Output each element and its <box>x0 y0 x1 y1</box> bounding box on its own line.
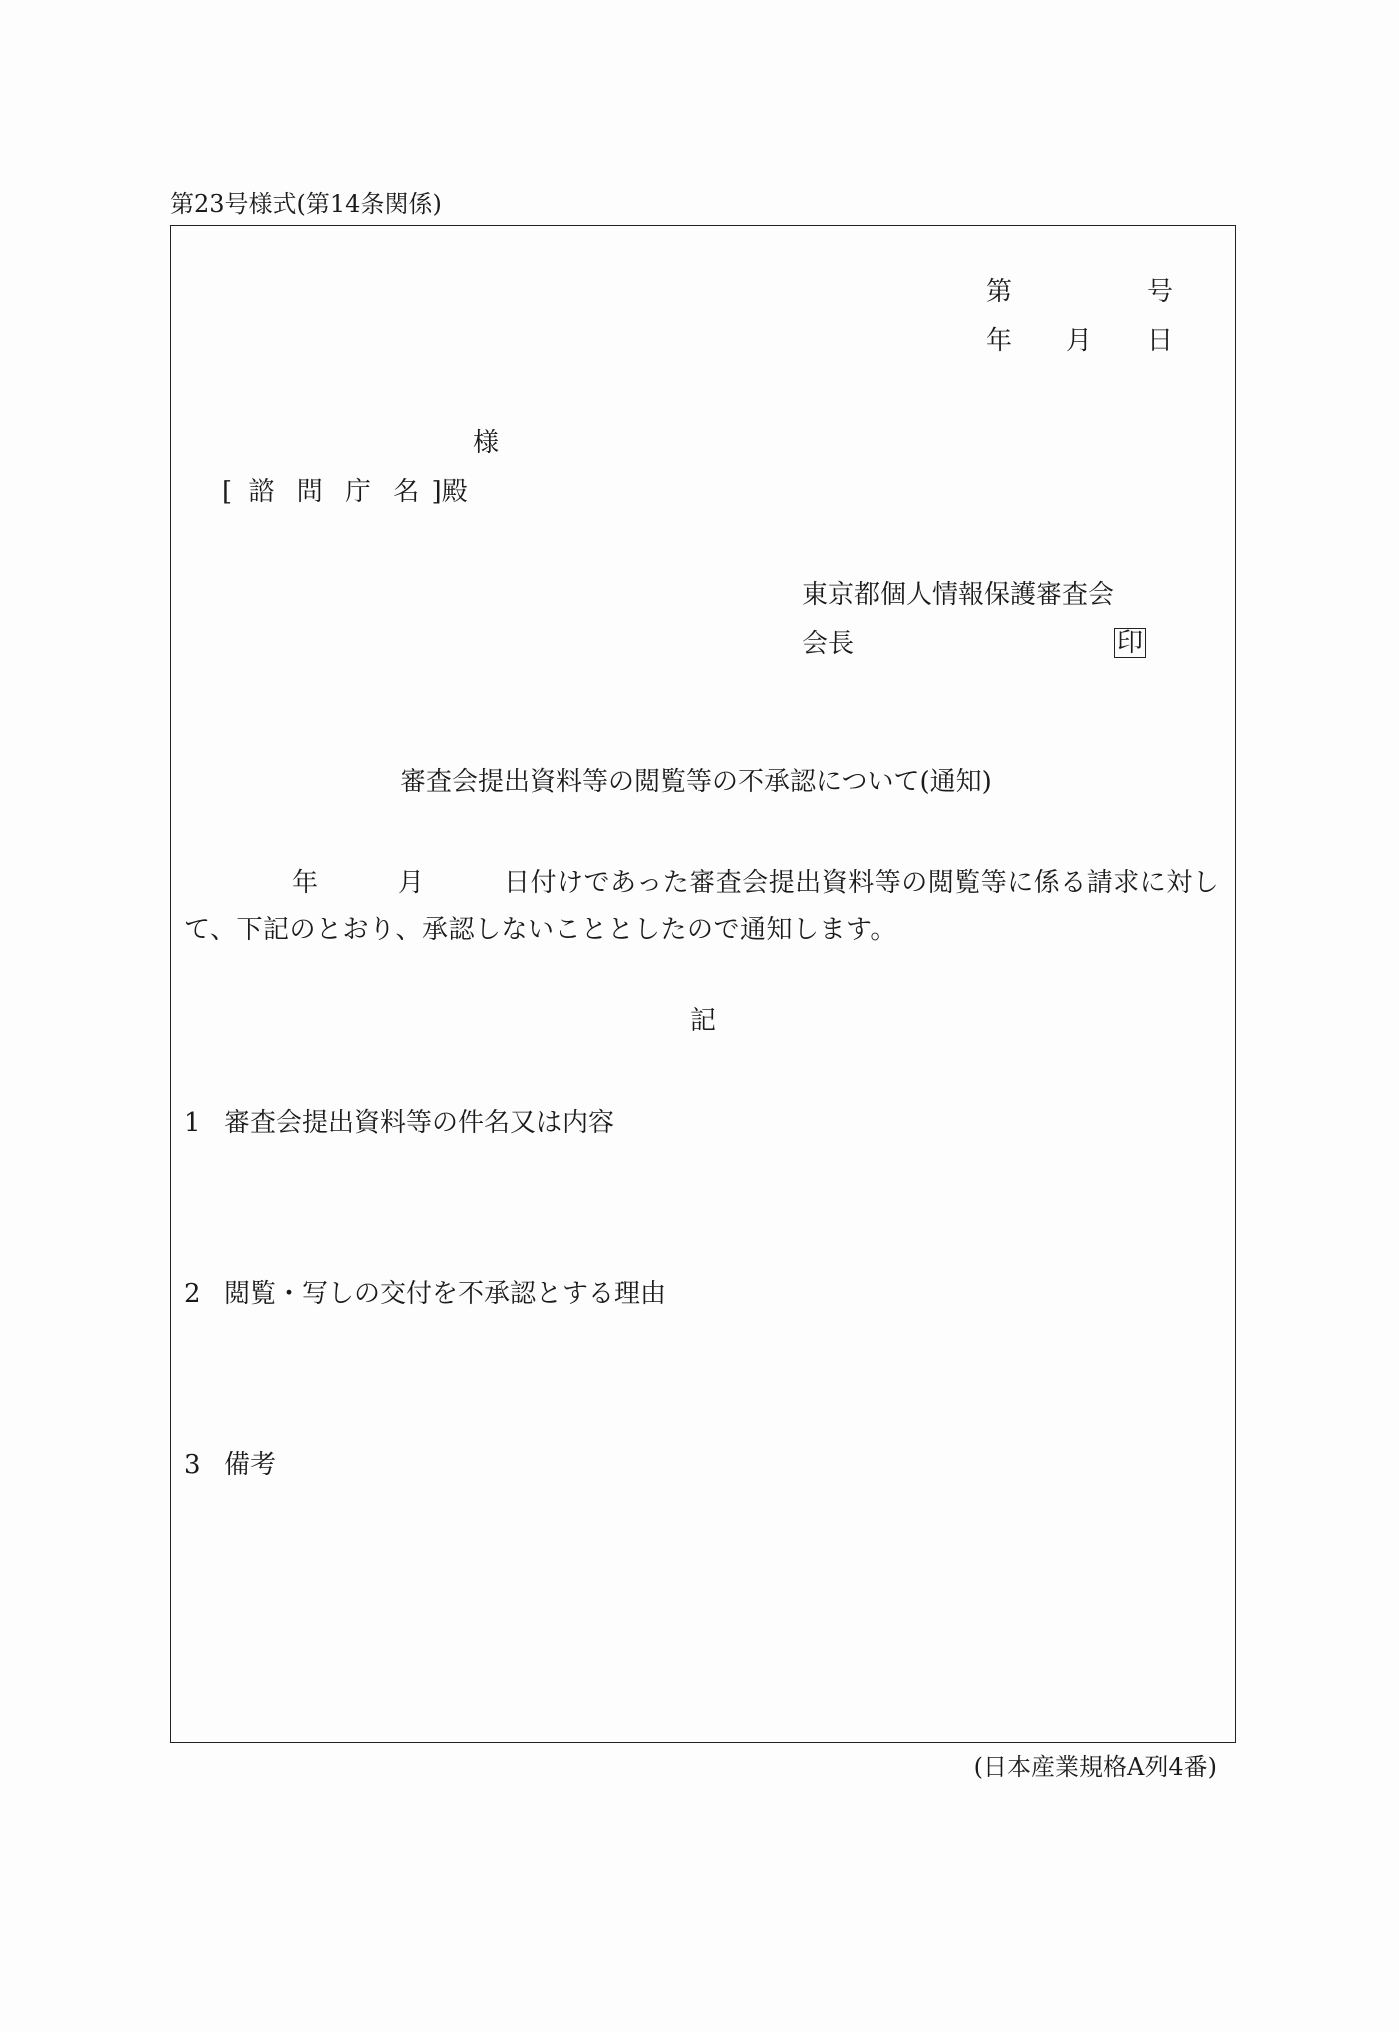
addressee-sama: 様 <box>473 428 500 458</box>
addressee-name-char: 諮 <box>248 477 275 507</box>
seal-mark <box>1114 628 1146 658</box>
body-year: 年 <box>292 868 319 898</box>
paper-size-note: (日本産業規格A列4番) <box>973 1753 1217 1781</box>
ki-heading: 記 <box>690 1006 717 1036</box>
form-number: 第23号様式(第14条関係) <box>170 190 442 218</box>
item-label: 備考 <box>224 1450 277 1480</box>
addressee-dono: 殿 <box>441 477 468 507</box>
addressee-name-char: 庁 <box>344 477 371 507</box>
date-month: 月 <box>1066 326 1093 356</box>
seal-label: 印 <box>1114 628 1146 658</box>
item-label: 閲覧・写しの交付を不承認とする理由 <box>224 1279 667 1309</box>
bracket-close: ] <box>431 477 442 507</box>
bracket-open: [ <box>222 477 233 507</box>
body-line2: て、下記のとおり、承認しないこととしたので通知します。 <box>184 915 897 945</box>
date-day: 日 <box>1147 326 1174 356</box>
item-label: 審査会提出資料等の件名又は内容 <box>224 1108 615 1138</box>
doc-number-prefix: 第 <box>986 277 1013 307</box>
addressee-name-char: 名 <box>393 477 420 507</box>
addressee-line <box>222 479 468 505</box>
date-year: 年 <box>986 326 1013 356</box>
item-number: 2 <box>184 1279 201 1309</box>
form-frame <box>170 225 1236 1743</box>
item-number: 1 <box>184 1108 201 1138</box>
addressee-name-char: 問 <box>296 477 323 507</box>
body-month: 月 <box>398 868 425 898</box>
sender-organization: 東京都個人情報保護審査会 <box>802 580 1115 610</box>
sender-title: 会長 <box>802 629 855 659</box>
body-line1-rest: 日付けであった審査会提出資料等の閲覧等に係る請求に対し <box>504 868 1220 898</box>
doc-number-suffix: 号 <box>1147 277 1174 307</box>
item-number: 3 <box>184 1450 201 1480</box>
notice-title: 審査会提出資料等の閲覧等の不承認について(通知) <box>400 767 992 797</box>
